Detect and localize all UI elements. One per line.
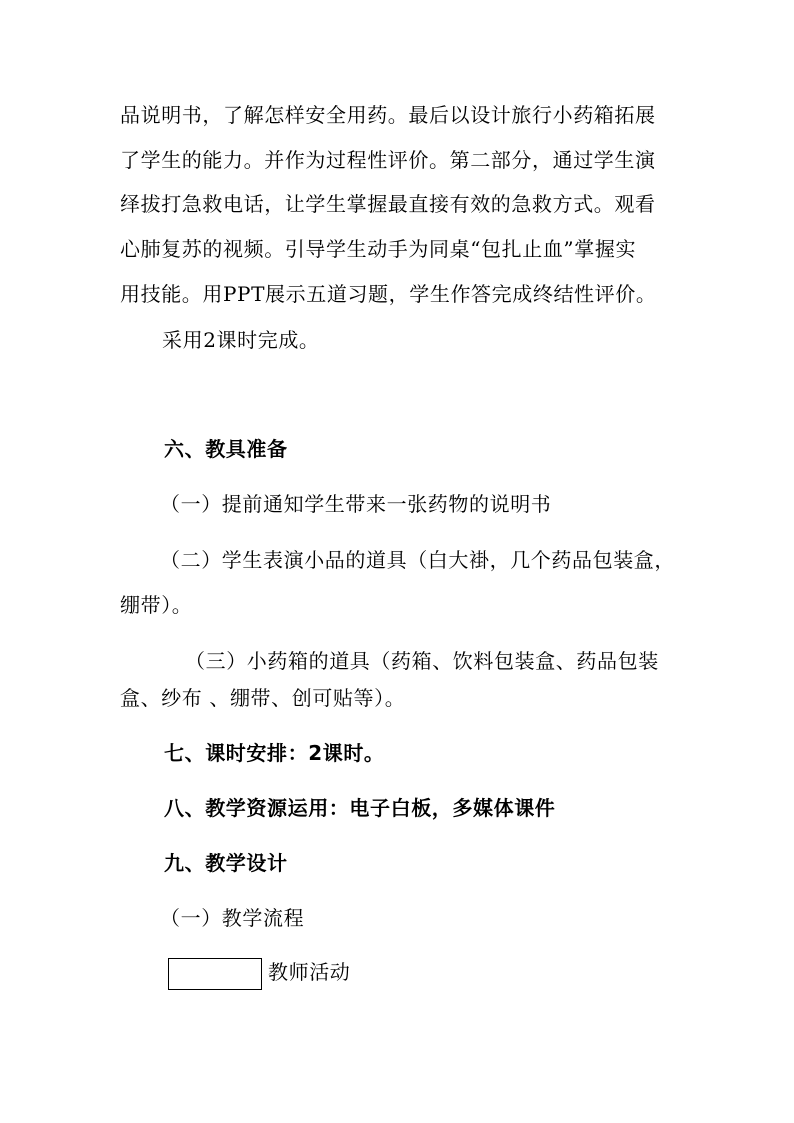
section-8-title: 八、教学资源运用：电子白板，多媒体课件 <box>164 796 556 820</box>
paragraph-line-1: 品说明书，了解怎样安全用药。最后以设计旅行小药箱拓展 <box>120 103 656 127</box>
legend-box <box>168 958 262 990</box>
section-6-item-3-line-2: 盒、纱布 、绷带、创可贴等）。 <box>120 686 406 710</box>
section-6-item-2-line-1: （二）学生表演小品的道具（白大褂，几个药品包装盒， <box>160 548 675 572</box>
section-6-item-3-line-1: （三）小药箱的道具（药箱、饮料包装盒、药品包装 <box>185 649 659 673</box>
section-7-title: 七、课时安排：2课时。 <box>164 741 385 765</box>
legend-label: 教师活动 <box>268 960 351 984</box>
paragraph-line-2: 了学生的能力。并作为过程性评价。第二部分，通过学生演 <box>120 148 656 172</box>
section-6-item-2-line-2: 绷带）。 <box>120 593 193 617</box>
paragraph-line-3: 绎拔打急救电话，让学生掌握最直接有效的急救方式。观看 <box>120 192 656 216</box>
section-6-item-1: （一）提前通知学生带来一张药物的说明书 <box>160 492 552 516</box>
paragraph-line-5: 用技能。用PPT展示五道习题，学生作答完成终结性评价。 <box>120 282 657 306</box>
section-6-title: 六、教具准备 <box>164 437 288 461</box>
paragraph-line-4: 心肺复苏的视频。引导学生动手为同桌“包扎止血”掌握实 <box>120 237 637 261</box>
section-9-title: 九、教学设计 <box>164 851 288 875</box>
closing-sentence: 采用2课时完成。 <box>162 328 320 352</box>
section-9-subtitle: （一）教学流程 <box>160 906 305 930</box>
